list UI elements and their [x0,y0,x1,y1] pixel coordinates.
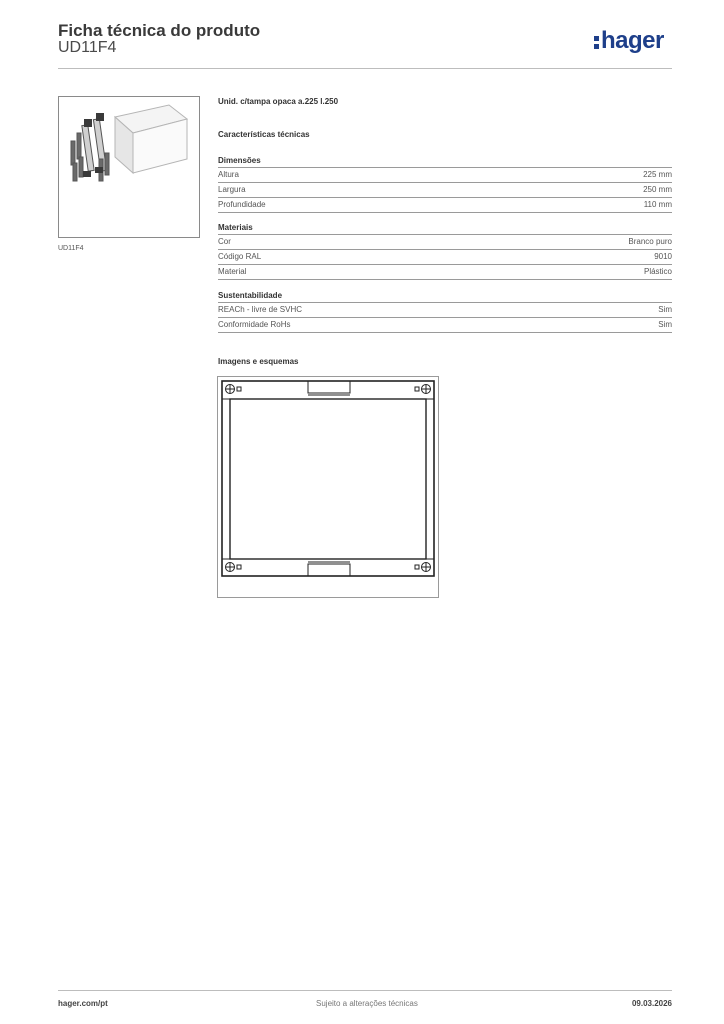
technical-drawing [217,376,439,598]
spec-value: Sim [658,320,672,329]
spec-label: Cor [218,237,231,246]
spec-row [218,198,672,213]
images-title: Imagens e esquemas [218,357,299,366]
spec-value: 9010 [654,252,672,261]
spec-label: Conformidade RoHs [218,320,291,329]
spec-value: 225 mm [643,170,672,179]
spec-label: Largura [218,185,246,194]
group-title: Dimensões [218,156,672,168]
footer-notice: Sujeito a alterações técnicas [316,999,418,1008]
spec-value: Plástico [643,267,672,276]
product-name: Unid. c/tampa opaca a.225 l.250 [218,97,339,106]
spec-row [218,183,672,198]
spec-row [218,318,672,333]
footer-date: 09.03.2026 [631,999,672,1008]
group-materials [218,223,672,280]
product-code: UD11F4 [58,39,117,56]
spec-row [218,168,672,183]
product-image [58,96,200,238]
group-sustainability [218,291,672,333]
header-divider [58,68,672,69]
page-title: Ficha técnica do produto [58,21,261,40]
footer-website-link[interactable]: hager.com/pt [58,999,108,1008]
spec-value: 110 mm [643,200,672,209]
spec-row [218,250,672,265]
spec-value: 250 mm [643,185,672,194]
spec-label: Código RAL [218,252,262,261]
group-title: Materiais [218,223,672,235]
spec-value: Sim [658,305,672,314]
spec-row [218,265,672,280]
logo-dots-icon [594,31,600,49]
spec-label: Altura [218,170,239,179]
product-illustration [59,97,199,237]
spec-row [218,235,672,250]
spec-value: Branco puro [628,237,672,246]
product-image-caption: UD11F4 [58,245,84,252]
panel-schematic [218,377,438,597]
logo-text: hager [601,27,664,54]
group-title: Sustentabilidade [218,291,672,303]
spec-row [218,303,672,318]
hager-logo [594,27,664,55]
characteristics-title: Características técnicas [218,130,310,139]
group-dimensions [218,156,672,213]
spec-label: Profundidade [218,200,266,209]
spec-label: REACh - livre de SVHC [218,305,303,314]
footer-divider [58,990,672,991]
spec-label: Material [218,267,247,276]
